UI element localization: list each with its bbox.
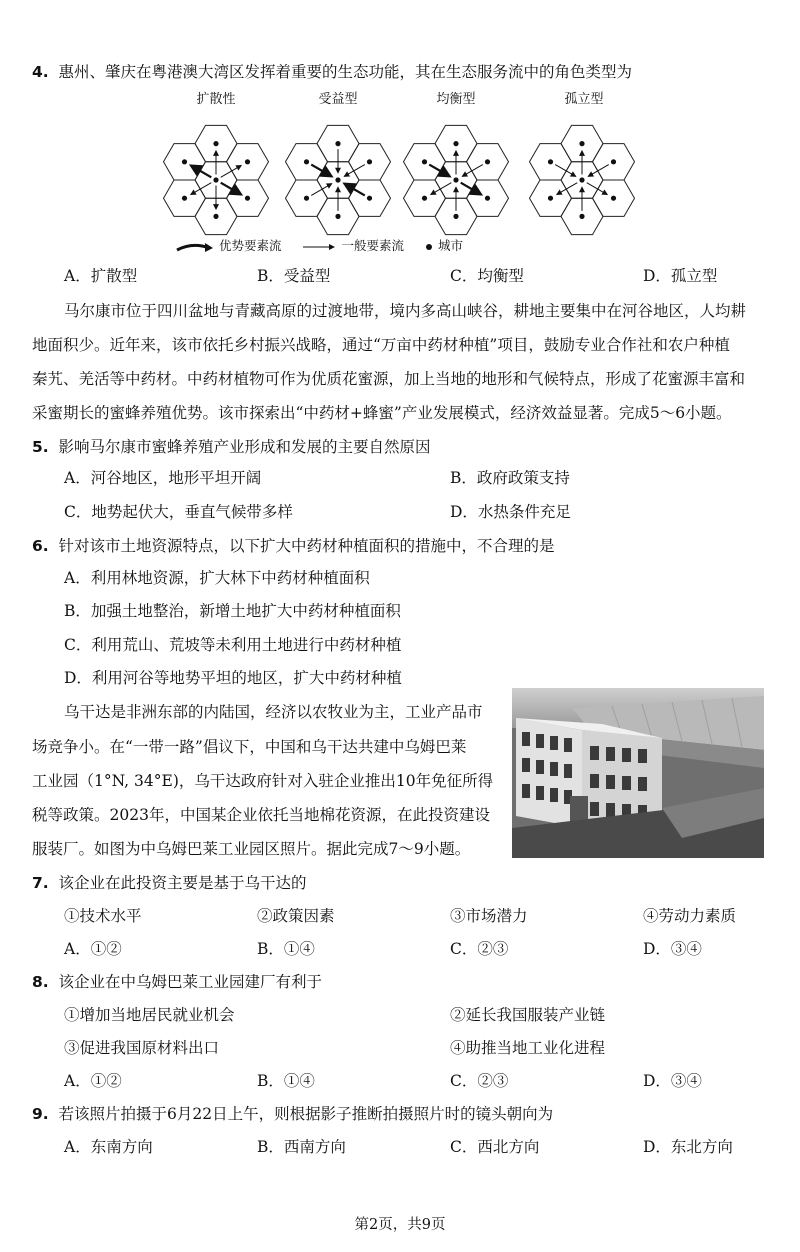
q4-option-d: D．孤立型 xyxy=(643,267,718,285)
city-dot xyxy=(367,196,372,201)
passage1-line-3: 秦艽、羌活等中药材。中药材植物可作为优质花蜜源，加上当地的地形和气候特点，形成了花蜜源丰富和 xyxy=(32,370,746,388)
flow-arrow xyxy=(344,165,364,177)
city-dot xyxy=(548,196,553,201)
q4-diagram xyxy=(150,88,670,258)
q9-option-b: B．西南方向 xyxy=(257,1138,346,1156)
passage2-line-4: 税等政策。2023年，中国某企业依托当地棉花资源，在此投资建设 xyxy=(32,806,490,824)
flow-arrow xyxy=(311,165,331,177)
q8-stem xyxy=(32,972,322,992)
flow-arrow xyxy=(344,184,364,196)
q7-item-4: ④劳动力素质 xyxy=(643,907,737,925)
q7-stem-text: 该企业在此投资主要是基于乌干达的 xyxy=(58,874,307,892)
q8-option-d: D．③④ xyxy=(643,1072,702,1090)
city-dot xyxy=(611,159,616,164)
thin-arrow-icon xyxy=(301,240,337,254)
city-dot xyxy=(335,141,340,146)
q7-option-c: C．②③ xyxy=(450,940,509,958)
q8-item-3: ③促进我国原材料出口 xyxy=(64,1039,220,1057)
industrial-park-photo xyxy=(512,688,764,858)
q4-stem-text: 惠州、肇庆在粤港澳大湾区发挥着重要的生态功能，其在生态服务流中的角色类型为 xyxy=(58,63,633,81)
q8-option-a: A．①② xyxy=(64,1072,122,1090)
q4-option-a: A．扩散型 xyxy=(64,267,138,285)
q8-item-4: ④助推当地工业化进程 xyxy=(450,1039,606,1057)
city-dot xyxy=(182,196,187,201)
passage1-line-2: 地面积少。近年来，该市依托乡村振兴战略，通过“万亩中药材种植”项目，鼓励专业合作社和农户种植 xyxy=(32,336,730,354)
q4-option-b: B．受益型 xyxy=(257,267,331,285)
hex-diagram-3 xyxy=(404,125,509,234)
city-dot xyxy=(304,196,309,201)
q8-number: 8. xyxy=(32,973,49,991)
city-dot-icon xyxy=(424,240,434,254)
city-dot xyxy=(422,196,427,201)
q9-option-a: A．东南方向 xyxy=(64,1138,153,1156)
city-dot xyxy=(453,141,458,146)
page-footer: 第2页，共9页 xyxy=(354,1217,446,1233)
q8-item-2: ②延长我国服装产业链 xyxy=(450,1006,606,1024)
passage2-line-5: 服装厂。如图为中乌姆巴莱工业园区照片。据此完成7～9小题。 xyxy=(32,840,471,858)
city-dot xyxy=(485,159,490,164)
flow-arrow xyxy=(431,183,451,195)
legend-city: 城市 xyxy=(437,238,463,253)
city-dot xyxy=(245,159,250,164)
flow-arrow xyxy=(461,183,481,195)
flow-arrow xyxy=(191,165,211,177)
q5-option-a: A．河谷地区，地形平坦开阔 xyxy=(64,469,262,487)
diagram-label-kuosan: 扩散性 xyxy=(196,92,236,107)
flow-arrow xyxy=(221,183,241,195)
city-dot xyxy=(453,177,458,182)
q5-stem-text: 影响马尔康市蜜蜂养殖产业形成和发展的主要自然原因 xyxy=(58,438,431,456)
q5-option-d: D．水热条件充足 xyxy=(450,503,571,521)
q5-option-b: B．政府政策支持 xyxy=(450,469,570,487)
city-dot xyxy=(213,177,218,182)
q6-option-c: C．利用荒山、荒坡等未利用土地进行中药材种植 xyxy=(64,636,402,654)
q7-option-d: D．③④ xyxy=(643,940,702,958)
q8-stem-text: 该企业在中乌姆巴莱工业园建厂有利于 xyxy=(58,973,323,991)
q9-stem-text: 若该照片拍摄于6月22日上午，则根据影子推断拍摄照片时的镜头朝向为 xyxy=(58,1105,554,1123)
city-dot xyxy=(579,141,584,146)
q4-option-c: C．均衡型 xyxy=(450,267,524,285)
flow-arrow xyxy=(587,183,607,195)
city-dot xyxy=(579,177,584,182)
q6-option-b: B．加强土地整治，新增土地扩大中药材种植面积 xyxy=(64,602,401,620)
city-dot xyxy=(485,196,490,201)
q6-stem-text: 针对该市土地资源特点，以下扩大中药材种植面积的措施中，不合理的是 xyxy=(58,537,555,555)
passage2-line-1: 乌干达是非洲东部的内陆国，经济以农牧业为主，工业产品市 xyxy=(64,703,483,721)
q4-number: 4. xyxy=(32,63,49,81)
city-dot xyxy=(245,196,250,201)
city-dot xyxy=(304,159,309,164)
flow-arrow xyxy=(557,183,577,195)
q8-item-1: ①增加当地居民就业机会 xyxy=(64,1006,235,1024)
city-dot xyxy=(213,141,218,146)
flow-arrow xyxy=(555,165,575,177)
diagram-label-junheng: 均衡型 xyxy=(436,92,476,107)
q5-number: 5. xyxy=(32,438,49,456)
diagram-label-shouyi: 受益型 xyxy=(318,92,358,107)
flow-arrow xyxy=(429,165,449,177)
city-dot xyxy=(611,196,616,201)
city-dot xyxy=(182,159,187,164)
hex-diagram-4 xyxy=(530,125,635,234)
q9-option-d: D．东北方向 xyxy=(643,1138,733,1156)
city-dot xyxy=(213,214,218,219)
q7-item-2: ②政策因素 xyxy=(257,907,335,925)
passage2-line-2: 场竞争小。在“一带一路”倡议下，中国和乌干达共建中乌姆巴莱 xyxy=(32,738,467,756)
passage1-line-1: 马尔康市位于四川盆地与青藏高原的过渡地带，境内多高山峡谷，耕地主要集中在河谷地区，人均耕 xyxy=(64,302,747,320)
q5-stem xyxy=(32,437,431,457)
q6-option-a: A．利用林地资源，扩大林下中药材种植面积 xyxy=(64,569,370,587)
thick-arrow-icon xyxy=(175,240,215,254)
q8-option-c: C．②③ xyxy=(450,1072,509,1090)
q7-item-3: ③市场潜力 xyxy=(450,907,528,925)
flow-arrow xyxy=(221,165,241,177)
city-dot xyxy=(453,214,458,219)
diagram-label-guli: 孤立型 xyxy=(564,92,604,107)
flow-arrow xyxy=(588,165,608,177)
q6-option-d: D．利用河谷等地势平坦的地区，扩大中药材种植 xyxy=(64,669,402,687)
q4-stem xyxy=(32,62,632,82)
q9-number: 9. xyxy=(32,1105,49,1123)
q5-option-c: C．地势起伏大，垂直气候带多样 xyxy=(64,503,293,521)
q9-stem xyxy=(32,1104,553,1124)
city-dot xyxy=(579,214,584,219)
q6-stem xyxy=(32,536,555,556)
q7-option-a: A．①② xyxy=(64,940,122,958)
hex-diagram-1 xyxy=(164,125,269,234)
legend-general-flow: 一般要素流 xyxy=(341,238,404,253)
q7-number: 7. xyxy=(32,874,49,892)
diagram-legend xyxy=(175,236,479,254)
city-dot xyxy=(367,159,372,164)
q7-stem xyxy=(32,873,307,893)
q7-option-b: B．①④ xyxy=(257,940,315,958)
q6-number: 6. xyxy=(32,537,49,555)
flow-arrow xyxy=(311,184,331,196)
passage1-line-4: 采蜜期长的蜜蜂养殖优势。该市探索出“中药材+蜂蜜”产业发展模式，经济效益显著。完成5～6小题。 xyxy=(32,404,732,422)
city-dot xyxy=(548,159,553,164)
q8-option-b: B．①④ xyxy=(257,1072,315,1090)
flow-arrow xyxy=(191,183,211,195)
city-dot xyxy=(335,214,340,219)
q7-item-1: ①技术水平 xyxy=(64,907,142,925)
city-dot xyxy=(335,177,340,182)
q9-option-c: C．西北方向 xyxy=(450,1138,540,1156)
flow-arrow xyxy=(462,165,482,177)
passage2-line-3: 工业园（1°N, 34°E)，乌干达政府针对入驻企业推出10年免征所得 xyxy=(32,772,494,790)
legend-dominant-flow: 优势要素流 xyxy=(218,238,282,253)
city-dot xyxy=(422,159,427,164)
hex-diagram-2 xyxy=(286,125,391,234)
